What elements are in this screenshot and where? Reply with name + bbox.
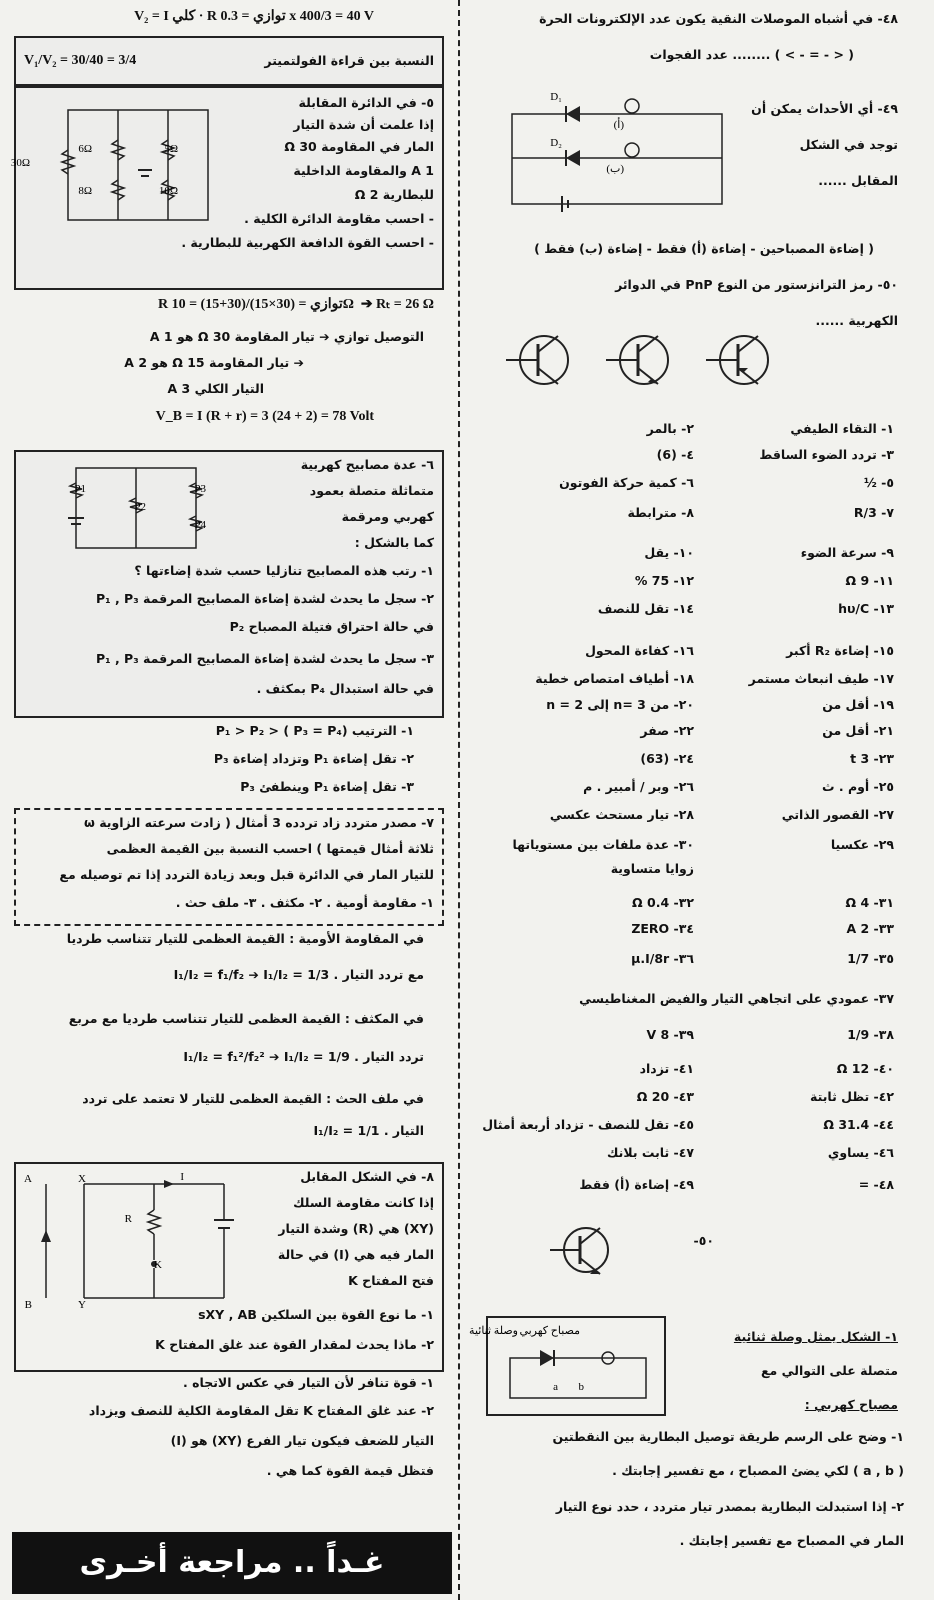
transistor-symbol-2 [606,336,668,384]
a50-label: ٥٠- [693,1233,714,1248]
answer-item: ١٨- أطياف امتصاص خطية [535,671,694,686]
label-x: X [78,1173,86,1185]
q1-line: ١- الشكل يمثل وصلة ثنائية [733,1329,898,1344]
q49-line: توجد في الشكل [799,137,898,152]
q49-diodes-diagram [502,84,732,224]
q7-line: ثلاثة أمثال قيمتها ) احسب النسبة بين القيمة العظمى [106,841,434,856]
q6-line: كما بالشكل : [354,535,434,550]
answer-item: ١٢- 75 % [634,573,694,588]
label-i: I [180,1171,184,1183]
transistor-symbol-3 [706,336,768,384]
q1-line: متصلة على التوالي مع [760,1363,898,1378]
label-lamp: مصباح كهربي [519,1325,580,1337]
a5-vb: V_B = I (R + r) = 3 (24 + 2) = 78 Volt [155,409,374,424]
q5-line: A 1 والمقاومة الداخلية [293,163,434,178]
q1-line: ٢- إذا استبدلت البطارية بمصدر تيار متردد ، حدد نوع التيار [555,1499,904,1514]
answer-item: ٢- بالمر [646,421,694,436]
q5-line: إذا علمت أن شدة التيار [293,117,434,132]
answer-item: ٩- سرعة الضوء [800,545,894,560]
answer-item: ٤١- تزداد [639,1061,694,1076]
answer-item: ٥- ½ [863,475,894,490]
label-p1: P1 [74,483,86,495]
answer-item: ١٣- hυ/C [838,601,894,616]
a7-line: في ملف الحث : القيمة العظمى للتيار لا تعتمد على تردد [82,1091,424,1106]
a5-line: التوصيل توازي ➔ تيار المقاومة 30 Ω هو 1 A [149,329,424,344]
a5-r-total: ➔ Rₜ = 26 Ω [360,297,434,312]
q5-line: - احسب القوة الدافعة الكهربية للبطارية . [181,235,434,250]
ratio-label: النسبة بين قراءة الفولتميتر [264,53,434,68]
q8-line: فتح المفتاح K [348,1273,434,1288]
label-diode: وصلة ثنائية [469,1325,518,1337]
answer-item: ٣٥- 1/7 [847,951,894,966]
q49-line: المقابل ...... [818,173,898,188]
answer-item: ١٩- أقل من [822,697,894,712]
q5-line: - احسب مقاومة الدائرة الكلية . [244,211,434,226]
answer-item: ١٤- تقل للنصف [597,601,694,616]
q8-line: (XY) هي (R) وشدة التيار [278,1221,434,1236]
answer-item: ٢٩- عكسيا [830,837,894,852]
a5-line: التيار الكلي 3 A [167,381,264,396]
a7-line: التيار . I₁/I₂ = 1/1 [313,1123,424,1138]
q6-line: ٢- سجل ما يحدث لشدة إضاءة المصابيح المرقمة P₁ , P₃ [95,591,434,606]
answer-item: زوايا متساوية [610,861,694,876]
a8-line: التيار للضعف فيكون تيار الفرع (XY) هو (I) [170,1433,434,1448]
question-6-box [14,450,444,718]
answer-item: ٤٥- تقل للنصف - تزداد أربعة أمثال [482,1117,694,1132]
a8-line: ١- قوة تنافر لأن التيار في عكس الاتجاه . [183,1375,434,1390]
a6-line: ٢- تقل إضاءة P₁ وتزداد إضاءة P₃ [213,751,414,766]
answer-item: ١٥- إضاءة R₂ أكبر [786,643,894,658]
q7-line: للتيار المار في الدائرة قبل وبعد زيادة التردد إذا تم توصيله مع [59,867,434,882]
q5-circuit-diagram [10,100,228,230]
label-d2: D₂ [550,137,562,149]
answer-item: ٢٥- أوم . ث [821,779,894,794]
q1-diode-lamp-box [469,1316,666,1416]
answer-item: ٤٤- 31.4 Ω [823,1117,894,1132]
answer-item: ٣٠- عدة ملفات بين مستوياتها [512,837,694,852]
a8-line: فتظل قيمة القوة كما هي . [266,1463,434,1478]
answer-item: ٣١- 4 Ω [845,895,894,910]
answer-item: ٣٩- 8 V [646,1027,694,1042]
answer-item: ٣٢- 0.4 Ω [632,895,694,910]
right-column [469,0,934,1600]
label-p2: P2 [134,501,146,513]
label-y: Y [78,1299,86,1311]
label-5ohm: 5Ω [164,143,178,155]
a5-r-parallel: R توازي = (30×15)/(30+15) = 10Ω [157,297,354,312]
q1-line: ( a , b ) لكي يضئ المصباح ، مع تفسير إجابتك . [612,1463,904,1478]
q8-line: ٨- في الشكل المقابل [300,1169,434,1184]
label-b: B [24,1299,32,1311]
a5-line: ➔ تيار المقاومة 15 Ω هو 2 A [124,355,304,370]
answer-item: ٣٦- μ.I/8r [631,951,694,966]
q7-line: ٧- مصدر متردد زاد تردده 3 أمثال ( زادت سرعته الزاوية ω [84,815,434,830]
answer-item: ٢٨- تيار مستحث عكسي [549,807,694,822]
label-p4: P4 [194,519,206,531]
q6-line: في حالة احتراق فتيلة المصباح P₂ [229,619,434,634]
answer-item: ٤٩- إضاءة (أ) فقط [579,1177,694,1192]
q8-line: ٢- ماذا يحدث لمقدار القوة عند غلق المفتاح K [155,1337,434,1352]
label-k: K [154,1259,162,1271]
answer-item: ٨- مترابطة [627,505,694,520]
a7-line: في المقاومة الأومية : القيمة العظمى للتيار تتناسب طرديا [66,931,424,946]
answer-item: ٤٣- 20 Ω [636,1089,694,1104]
q5-line: المار في المقاومة 30 Ω [284,139,434,154]
q6-line: ١- رتب هذه المصابيح تنازليا حسب شدة إضاءتها ؟ [134,563,434,578]
answer-item: ١- التقاء الطيفي [790,421,894,436]
q8-line: المار فيه هي (I) في حالة [277,1247,434,1262]
answer-item: ٤٠- 12 Ω [836,1061,894,1076]
left-column [0,0,454,1600]
label-p3: P3 [194,483,206,495]
q1-line: المار في المصباح مع تفسير إجابتك . [679,1533,904,1548]
q6-lamps-diagram [56,458,226,558]
a6-line: ١- الترتيب P₁ > P₂ > ( P₃ = P₄) [215,723,414,738]
label-r: R [124,1213,132,1225]
answer-item: ٢٤- (63) [640,751,694,766]
q5-line: للبطارية 2 Ω [354,187,434,202]
label-a: A [24,1173,32,1185]
ratio-box [14,36,444,86]
answer-item: ٣٣- 2 A [846,921,894,936]
answer-item: ٢٠- من 3 =n إلى 2 = n [546,697,694,712]
q49-options: ( إضاءة المصباحين - إضاءة (أ) فقط - إضاءة (ب) فقط ) [534,241,874,256]
answer-item: ٤٢- تظل ثابتة [810,1089,894,1104]
q48-line: ( < - = - > ) ........ عدد الفجوات [649,47,854,62]
label-a-point: a [553,1381,558,1393]
a7-line: مع تردد التيار . I₁/I₂ = f₁/f₂ ➔ I₁/I₂ = 1/3 [173,967,424,982]
a6-line: ٣- تقل إضاءة P₁ وينطفئ P₃ [240,779,414,794]
label-8ohm: 8Ω [78,185,92,197]
q8-line: ١- ما نوع القوة بين السلكين sXY , AB [198,1307,434,1322]
label-30ohm: 30Ω [10,157,30,169]
answer-item: ٢٣- 3 t [850,751,894,766]
q7-line: ١- مقاومة أومية . ٢- مكثف . ٣- ملف حث . [175,895,434,910]
q49-line: ٤٩- أي الأحداث يمكن أن [751,101,898,116]
label-d1: D₁ [550,91,562,103]
answer-item: ٦- كمية حركة الفوتون [559,475,694,490]
label-6ohm: 6Ω [78,143,92,155]
label-10ohm: 10Ω [158,185,178,197]
a50-transistor-symbol [546,1216,626,1286]
question-8-box [14,1162,444,1372]
ratio-equation: V₁/V₂ = 30/40 = 3/4 [24,53,137,68]
q50-line: ٥٠- رمز الترانزستور من النوع PnP في الدوائر [615,277,898,292]
question-5-box [10,86,444,290]
q48-line: ٤٨- في أشباه الموصلات النقية يكون عدد الإلكترونات الحرة [539,11,898,26]
answer-item: ٤- (6) [656,447,694,462]
answer-item: ١٦- كفاءة المحول [585,643,694,658]
q50-line: الكهربية ...... [815,313,898,328]
answer-item: ٢١- أقل من [822,723,894,738]
answer-item: ١٠- يقل [644,545,694,560]
top-equation: V₂ = I كلي · R توازي = 0.3 x 400/3 = 40 V [134,9,374,24]
answer-item: ٣- تردد الضوء الساقط [759,447,894,462]
transistor-symbol-1 [506,336,568,384]
answer-item: ٣٤- ZERO [631,921,694,936]
answer-item: ٣٧- عمودي على اتجاهي التيار والفيض المغناطيسي [579,991,894,1006]
q1-diode-lamp-diagram [469,1318,664,1414]
answer-item: ٤٧- ثابت بلانك [607,1145,694,1160]
question-7-box [14,808,444,926]
q6-line: ٦- عدة مصابيح كهربية [300,457,434,472]
q6-line: متماثلة متصلة بعمود [309,483,434,498]
column-divider [458,0,460,1600]
q1-line: مصباح كهربي : [804,1397,898,1412]
q6-line: في حالة استبدال P₄ بمكثف . [256,681,434,696]
q50-transistor-symbols [502,320,802,400]
label-lamp-a: (أ) [613,119,624,131]
q6-line: كهربي ومرقمة [341,509,434,524]
answer-item: ٢٧- القصور الذاتي [781,807,894,822]
banner-tomorrow-review: غـداً .. مراجعة أخـرى [12,1532,452,1594]
label-lamp-b: (ب) [606,163,624,175]
q8-wires-diagram [24,1170,244,1310]
answer-item: ٢٦- وبر / أمبير . م [583,779,694,794]
a7-line: تردد التيار . I₁/I₂ = f₁²/f₂² ➔ I₁/I₂ = 1/9 [183,1049,424,1064]
q1-line: ١- وضح على الرسم طريقة توصيل البطارية بين النقطتين [552,1429,904,1444]
label-b-point: b [578,1381,584,1393]
a7-line: في المكثف : القيمة العظمى للتيار تتناسب طرديا مع مربع [68,1011,424,1026]
answer-item: ١٧- طيف انبعاث مستمر [748,671,894,686]
q5-line: ٥- في الدائرة المقابلة [298,95,434,110]
answer-item: ٤٨- = [858,1177,894,1192]
q6-line: ٣- سجل ما يحدث لشدة إضاءة المصابيح المرقمة P₁ , P₃ [95,651,434,666]
answer-item: ١١- 9 Ω [845,573,894,588]
answer-item: ٣٨- 1/9 [847,1027,894,1042]
answer-item: ٤٦- يساوي [827,1145,894,1160]
answer-item: ٧- R/3 [853,505,894,520]
a8-line: ٢- عند غلق المفتاح K تقل المقاومة الكلية للنصف ويزداد [88,1403,434,1418]
answer-item: ٢٢- صفر [640,723,694,738]
q8-line: إذا كانت مقاومة السلك [293,1195,434,1210]
